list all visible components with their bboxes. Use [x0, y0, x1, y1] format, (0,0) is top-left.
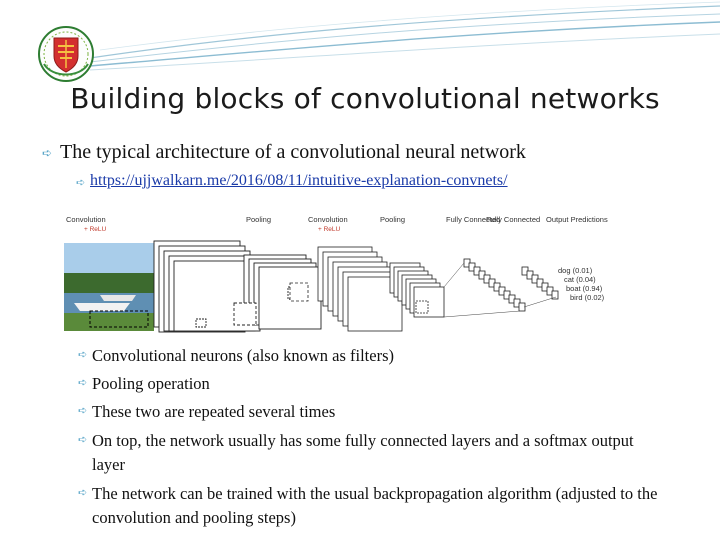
bullet-icon: ➪: [78, 405, 88, 417]
bullet-item: [78, 429, 638, 477]
input-image: [64, 243, 154, 331]
bullet-item: [78, 482, 678, 530]
bullet-item-text: On top, the network usually has some fully connected layers and a softmax output layer: [92, 431, 634, 474]
bullet-link: [76, 172, 508, 194]
diagram-label-convolution-1: Convolution: [66, 215, 106, 224]
bullet-icon: ➪: [42, 146, 53, 160]
cnn-architecture-diagram: [60, 207, 636, 337]
diagram-label-convolution-2: Convolution: [308, 215, 348, 224]
bullet-item-text: Convolutional neurons (also known as filters): [92, 346, 394, 365]
bullet-main: [42, 141, 526, 165]
bullet-item: [78, 400, 678, 424]
diagram-label-fully-connected-1: Fully Connected: [446, 215, 501, 224]
bullet-icon: ➪: [76, 177, 86, 189]
bullet-icon: ➪: [78, 377, 88, 389]
bullet-item: [78, 372, 678, 396]
bullet-item-text: The network can be trained with the usual backpropagation algorithm (adjusted to the convolution and pooling steps): [92, 484, 658, 527]
bullet-item: [78, 344, 678, 368]
diagram-label-relu-2: + ReLU: [318, 226, 341, 233]
diagram-label-pooling-1: Pooling: [246, 215, 272, 224]
source-link[interactable]: https://ujjwalkarn.me/2016/08/11/intuitive-explanation-convnets/: [90, 172, 508, 189]
bullet-icon: ➪: [78, 487, 88, 499]
prediction-bird: bird (0.02): [570, 293, 605, 302]
prediction-cat: cat (0.04): [564, 275, 596, 284]
university-seal-icon: [34, 24, 98, 84]
diagram-label-pooling-2: Pooling: [380, 215, 406, 224]
bullet-icon: ➪: [78, 349, 88, 361]
diagram-label-output-predictions: Output Predictions: [546, 215, 608, 224]
slide-title: Building blocks of convolutional networks: [70, 82, 660, 115]
diagram-label-relu-1: + ReLU: [84, 226, 107, 233]
diagram-label-fully-connected-2: Fully Connected: [486, 215, 541, 224]
prediction-boat: boat (0.94): [566, 284, 603, 293]
bullet-icon: ➪: [78, 434, 88, 446]
bullet-item-text: These two are repeated several times: [92, 402, 336, 421]
prediction-dog: dog (0.01): [558, 266, 593, 275]
bullet-item-text: Pooling operation: [92, 374, 210, 393]
bullet-main-text: The typical architecture of a convolutional neural network: [60, 141, 526, 163]
